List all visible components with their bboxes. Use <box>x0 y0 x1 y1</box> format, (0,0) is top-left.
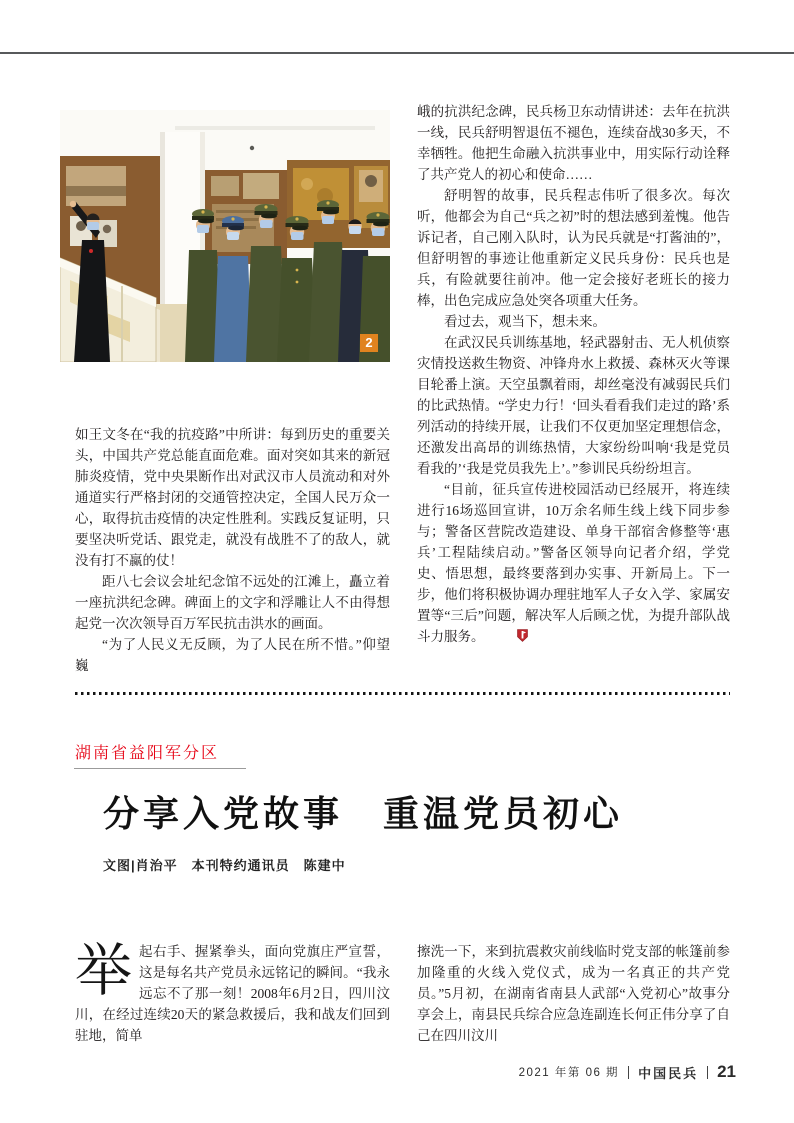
top-rule <box>0 52 794 54</box>
paragraph: 舒明智的故事，民兵程志伟听了很多次。每次听，他都会为自己“兵之初”时的想法感到羞愧。他告诉记者，自己刚入队时，认为民兵就是“打酱油的”，但舒明智的事迹让他重新定义民兵身份：民兵也是兵，有险就要往前冲。他一定会接好老班长的接力棒，出色完成应急处突各项重大任务。 <box>417 188 730 308</box>
paragraph: “为了人民义无反顾，为了人民在所不惜。”仰望巍 <box>75 637 390 673</box>
article-right-column <box>417 941 730 1046</box>
region-label: 湖南省益阳军分区 <box>75 745 220 762</box>
exhibit-photo <box>60 110 390 362</box>
footer-magazine-name: 中国民兵 <box>638 1065 699 1081</box>
paragraph: 在武汉民兵训练基地，轻武器射击、无人机侦察灾情投送救生物资、冲锋舟水上救援、森林灭火等课目轮番上演。天空虽飘着雨，却丝毫没有减弱民兵们的比武热情。“学史力行！‘回头看看我们走过的路’系列活动的持续开展，让我们不仅更加坚定理想信念，还激发出高昂的训练热情，大家纷纷叫响‘我是党员看我的’‘我是党员我先上’。”参训民兵纷纷坦言。 <box>417 335 730 476</box>
paragraph-text: “目前，征兵宣传进校园活动已经展开，将连续进行16场巡回宣讲，10万余名师生线上线下同步参与；警备区营院改造建设、单身干部宿舍修整等‘惠兵’工程陆续启动。”警备区领导向记者介绍，学党史、悟思想，最终要落到办实事、开新局上。下一步，他们将积极协调办理驻地军人子女入学、家属安置等“三后”问题，解决军人后顾之忧，为提升部队战斗力服务。 <box>417 482 730 644</box>
paragraph: 擦洗一下，来到抗震救灾前线临时党支部的帐篷前参加隆重的火线入党仪式，成为一名真正的共产党员。”5月初，在湖南省南县人武部“入党初心”故事分享会上，南县民兵综合应急连副连长何正伟分享了自己在四川汶川 <box>417 944 730 1043</box>
lead-paragraph <box>75 941 390 1046</box>
region-label-underline <box>74 768 246 769</box>
dotted-separator <box>75 692 730 695</box>
article-end-icon <box>490 627 528 648</box>
photo-number-badge: 2 <box>360 334 378 352</box>
lead-text: 起右手、握紧拳头，面向党旗庄严宣誓，这是每名共产党员永远铭记的瞬间。“我永远忘不了那一刻！2008年6月2日，四川汶川，在经过连续20天的紧急救援后，我和战友们回到驻地，简单 <box>75 944 390 1043</box>
article-left-column <box>75 941 390 1046</box>
article-byline: 文图|肖治平 本刊特约通讯员 陈建中 <box>103 858 346 873</box>
prev-article-left-column <box>75 424 390 676</box>
footer-page-number: 21 <box>717 1062 736 1081</box>
paragraph <box>417 479 730 648</box>
footer-issue: 2021 年第 06 期 <box>518 1067 620 1079</box>
paragraph: 如王文冬在“我的抗疫路”中所讲：每到历史的重要关头，中国共产党总能直面危难。面对突如其来的新冠肺炎疫情，党中央果断作出对武汉市人员流动和对外通道实行严格封闭的交通管控决定，全国人民万众一心，取得抗击疫情的决定性胜利。实践反复证明，只要坚决听党话、跟党走，就没有战胜不了的敌人，就没有打不赢的仗！ <box>75 427 390 568</box>
museum-scene-illustration <box>60 110 390 362</box>
footer-separator <box>707 1066 708 1079</box>
footer-separator <box>628 1066 629 1079</box>
article-title: 分享入党故事 重温党员初心 <box>103 793 624 834</box>
prev-article-right-column <box>417 101 730 648</box>
page-footer <box>519 1062 736 1082</box>
paragraph: 峨的抗洪纪念碑，民兵杨卫东动情讲述：去年在抗洪一线，民兵舒明智退伍不褪色，连续奋战30多天，不幸牺牲。他把生命融入抗洪事业中，用实际行动诠释了共产党人的初心和使命…… <box>417 104 730 182</box>
paragraph: 看过去，观当下，想未来。 <box>444 314 606 329</box>
drop-cap: 举 <box>75 940 132 1003</box>
paragraph: 距八七会议会址纪念馆不远处的江滩上，矗立着一座抗洪纪念碑。碑面上的文字和浮雕让人不由得想起党一次次领导百万军民抗击洪水的画面。 <box>75 574 390 631</box>
